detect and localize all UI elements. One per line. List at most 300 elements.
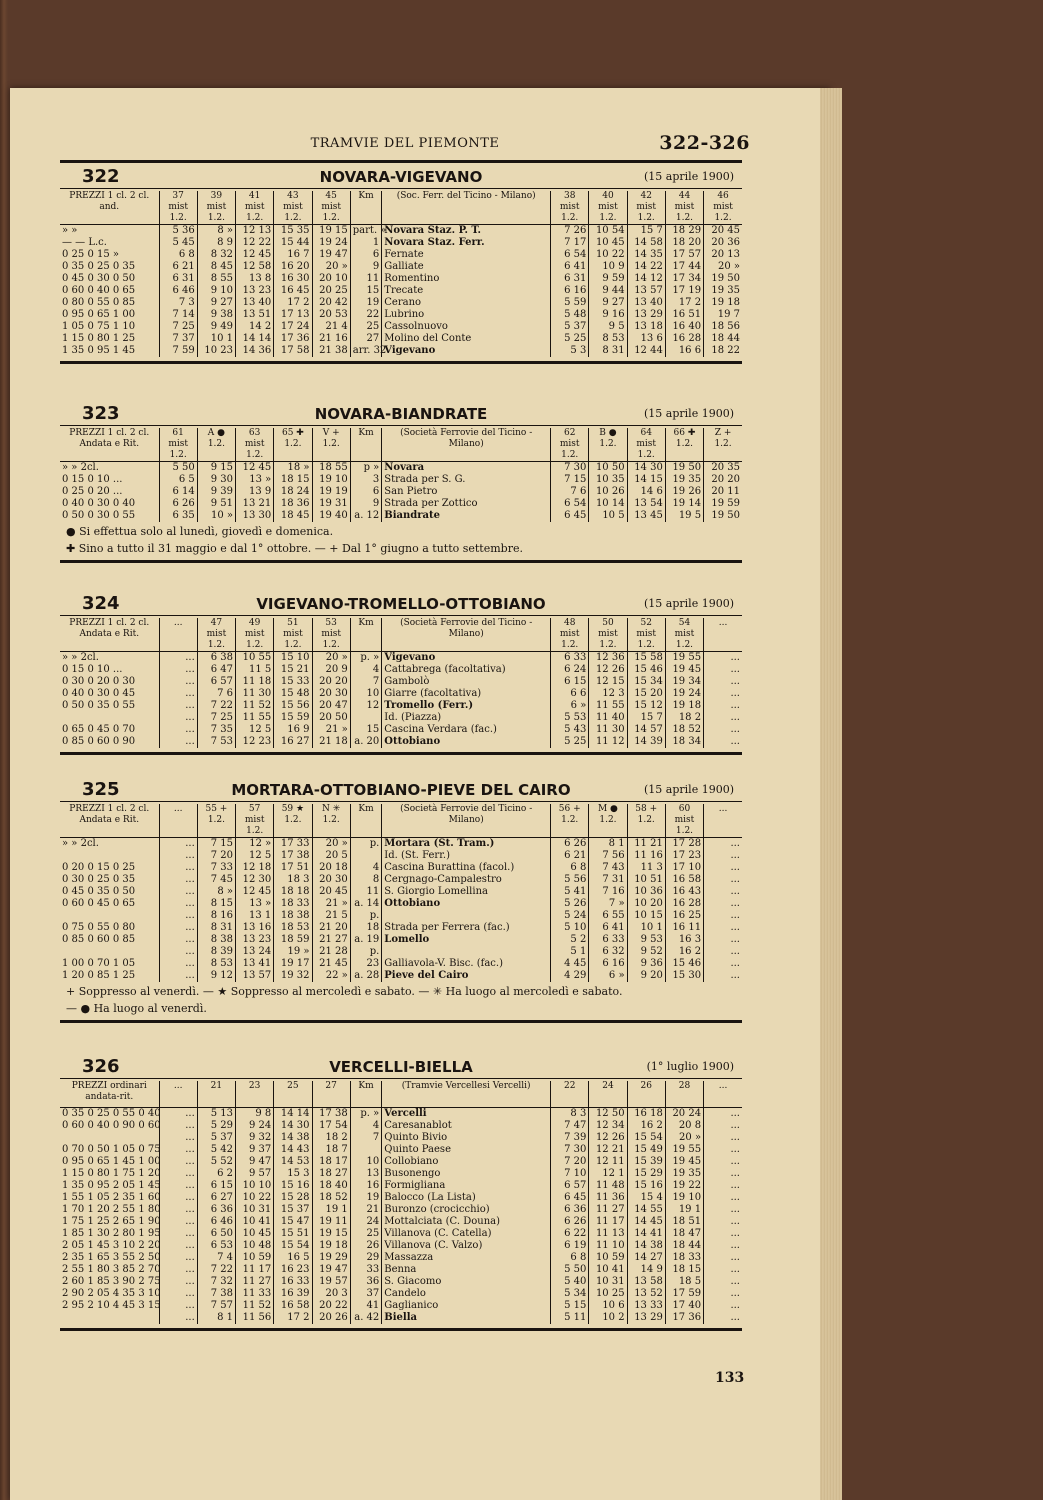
- time-cell: 19 5: [665, 510, 703, 522]
- time-cell: 18 15: [665, 1264, 703, 1276]
- time-cell: 12 26: [589, 1132, 627, 1144]
- km-cell: 12: [350, 700, 382, 712]
- time-cell: 6 26: [551, 1216, 589, 1228]
- time-cell: 7 15: [551, 474, 589, 486]
- time-cell: ...: [159, 970, 197, 982]
- time-cell: ...: [704, 688, 742, 700]
- column-header: 41 mist 1.2.: [236, 191, 274, 225]
- table-row: [60, 652, 742, 665]
- time-cell: 17 44: [665, 261, 703, 273]
- time-cell: 19 34: [665, 676, 703, 688]
- time-cell: 14 38: [627, 1240, 665, 1252]
- time-cell: 6 33: [589, 934, 627, 946]
- time-cell: 7 10: [551, 1168, 589, 1180]
- table-row: [60, 1312, 742, 1324]
- time-cell: 9 16: [589, 309, 627, 321]
- price-cell: 0 95 0 65 1 00: [62, 309, 136, 320]
- time-cell: 6 36: [551, 1204, 589, 1216]
- time-cell: 8 39: [197, 946, 235, 958]
- time-cell: 9 36: [627, 958, 665, 970]
- time-cell: 19 18: [704, 297, 742, 309]
- time-cell: 10 41: [589, 1264, 627, 1276]
- time-cell: 5 48: [551, 309, 589, 321]
- time-cell: 18 47: [665, 1228, 703, 1240]
- time-cell: 15 20: [627, 688, 665, 700]
- column-header: Km: [350, 191, 382, 225]
- time-cell: 6 22: [551, 1228, 589, 1240]
- time-cell: 14 9: [627, 1264, 665, 1276]
- time-cell: 7 22: [197, 1264, 235, 1276]
- price-cell: 0 85 0 60 0 90: [62, 736, 136, 747]
- time-cell: ...: [704, 1216, 742, 1228]
- table-row: [60, 333, 742, 345]
- price-cell: 0 60 0 40 0 90 0 60: [62, 1120, 161, 1131]
- time-cell: ...: [159, 838, 197, 851]
- time-cell: 20 »: [665, 1132, 703, 1144]
- time-cell: 17 36: [665, 1312, 703, 1324]
- section-rule: [60, 1328, 742, 1331]
- time-cell: 10 59: [589, 1252, 627, 1264]
- price-cell: 0 60 0 45 0 65: [62, 898, 136, 909]
- time-cell: 10 15: [627, 910, 665, 922]
- station-name: Id. (St. Ferr.): [382, 850, 551, 862]
- column-header: 49 mist 1.2.: [236, 618, 274, 652]
- station-name: S. Giorgio Lomellina: [382, 886, 551, 898]
- time-cell: 12 45: [236, 249, 274, 261]
- time-cell: 10 54: [589, 225, 627, 238]
- station-name: Gambolò: [382, 676, 551, 688]
- time-cell: 9 20: [627, 970, 665, 982]
- time-cell: 15 48: [274, 688, 312, 700]
- time-cell: 16 33: [274, 1276, 312, 1288]
- column-header: 57 mist 1.2.: [236, 804, 274, 838]
- time-cell: ...: [704, 1300, 742, 1312]
- station-name: Galliate: [382, 261, 551, 273]
- price-cell: 0 60 0 40 0 65: [62, 285, 136, 296]
- time-cell: 15 16: [627, 1180, 665, 1192]
- section-header: [60, 403, 742, 426]
- time-cell: 14 14: [274, 1108, 312, 1121]
- time-cell: 13 45: [627, 510, 665, 522]
- time-cell: 6 8: [551, 1252, 589, 1264]
- time-cell: 13 52: [627, 1288, 665, 1300]
- time-cell: 6 15: [197, 1180, 235, 1192]
- time-cell: 18 18: [274, 886, 312, 898]
- time-cell: 19 35: [665, 474, 703, 486]
- time-cell: 10 31: [236, 1204, 274, 1216]
- time-cell: 17 19: [665, 285, 703, 297]
- time-cell: ...: [159, 958, 197, 970]
- running-header: [60, 134, 750, 156]
- section-date: (15 aprile 1900): [644, 783, 734, 796]
- time-cell: 10 51: [627, 874, 665, 886]
- km-cell: 13: [350, 1168, 382, 1180]
- time-cell: 7 »: [589, 898, 627, 910]
- time-cell: 14 57: [627, 724, 665, 736]
- price-cell: 2 90 2 05 4 35 3 10: [62, 1288, 161, 1299]
- time-cell: 13 8: [236, 273, 274, 285]
- km-cell: 37: [350, 1288, 382, 1300]
- time-cell: 4 29: [551, 970, 589, 982]
- price-cell: 0 35 0 25 0 55 0 40: [62, 1108, 161, 1119]
- station-name: Candelo: [382, 1288, 551, 1300]
- time-cell: ...: [159, 1144, 197, 1156]
- km-cell: 1: [350, 237, 382, 249]
- table-row: [60, 1228, 742, 1240]
- section-rule: [60, 361, 742, 364]
- time-cell: 18 36: [274, 498, 312, 510]
- section-title: VIGEVANO-TROMELLO-OTTOBIANO: [256, 595, 546, 613]
- time-cell: 15 28: [274, 1192, 312, 1204]
- time-cell: 20 42: [312, 297, 350, 309]
- time-cell: 8 »: [197, 225, 235, 238]
- column-header: 37 mist 1.2.: [159, 191, 197, 225]
- time-cell: 18 40: [312, 1180, 350, 1192]
- price-cell: 0 50 0 30 0 55: [62, 510, 136, 521]
- price-cell: 2 60 1 85 3 90 2 75: [62, 1276, 161, 1287]
- time-cell: 18 3: [274, 874, 312, 886]
- time-cell: ...: [159, 1204, 197, 1216]
- time-cell: 13 6: [627, 333, 665, 345]
- time-cell: 7 37: [159, 333, 197, 345]
- time-cell: 6 46: [197, 1216, 235, 1228]
- time-cell: 14 2: [236, 321, 274, 333]
- station-name: Giarre (facoltativa): [382, 688, 551, 700]
- time-cell: 17 58: [274, 345, 312, 357]
- table-row: [60, 862, 742, 874]
- station-name: Cascina Burattina (facol.): [382, 862, 551, 874]
- time-cell: 11 13: [589, 1228, 627, 1240]
- time-cell: 22 »: [312, 970, 350, 982]
- table-row: [60, 261, 742, 273]
- time-cell: 20 20: [312, 676, 350, 688]
- price-cell: [60, 1312, 159, 1324]
- time-cell: 14 30: [274, 1120, 312, 1132]
- time-cell: 7 33: [197, 862, 235, 874]
- section-date: (15 aprile 1900): [644, 407, 734, 420]
- table-row: [60, 1252, 742, 1264]
- time-cell: 17 54: [312, 1120, 350, 1132]
- time-cell: ...: [159, 946, 197, 958]
- column-header: N ✳ 1.2.: [312, 804, 350, 838]
- time-cell: ...: [704, 664, 742, 676]
- km-cell: 15: [350, 285, 382, 297]
- time-cell: 7 53: [197, 736, 235, 748]
- time-cell: ...: [159, 1216, 197, 1228]
- timetable-326: [60, 1056, 742, 1331]
- time-cell: 7 59: [159, 345, 197, 357]
- time-cell: 6 54: [551, 498, 589, 510]
- km-cell: 11: [350, 886, 382, 898]
- time-cell: 20 5: [312, 850, 350, 862]
- price-cell: 1 15 0 80 1 25: [62, 333, 136, 344]
- time-cell: 10 »: [197, 510, 235, 522]
- km-cell: p.: [350, 838, 382, 851]
- section-header: [60, 1056, 742, 1079]
- table-row: [60, 474, 742, 486]
- station-name: Strada per Zottico: [382, 498, 551, 510]
- time-cell: 19 47: [312, 249, 350, 261]
- timetable-324: [60, 593, 742, 755]
- time-cell: 10 41: [236, 1216, 274, 1228]
- time-cell: 7 15: [197, 838, 235, 851]
- price-cell: [60, 946, 159, 958]
- price-cell: 2 35 1 65 3 55 2 50: [62, 1252, 161, 1263]
- station-name: Vercelli: [382, 1108, 551, 1121]
- price-cell: 0 75 0 55 0 80: [62, 922, 136, 933]
- station-name: Lomello: [382, 934, 551, 946]
- time-cell: 6 31: [159, 273, 197, 285]
- time-cell: 16 6: [665, 345, 703, 357]
- time-cell: 5 3: [551, 345, 589, 357]
- time-cell: 14 35: [627, 249, 665, 261]
- table-row: [60, 1156, 742, 1168]
- table-row: [60, 676, 742, 688]
- column-header: 54 mist 1.2.: [665, 618, 703, 652]
- time-cell: 10 9: [589, 261, 627, 273]
- time-cell: 6 41: [551, 261, 589, 273]
- time-cell: 10 48: [236, 1240, 274, 1252]
- time-cell: 11 18: [236, 676, 274, 688]
- time-cell: 10 6: [589, 1300, 627, 1312]
- time-cell: 17 13: [274, 309, 312, 321]
- time-cell: 6 16: [551, 285, 589, 297]
- time-cell: 5 36: [159, 225, 197, 238]
- time-cell: 18 51: [665, 1216, 703, 1228]
- column-header: 28: [665, 1081, 703, 1108]
- column-header: 43 mist 1.2.: [274, 191, 312, 225]
- time-cell: 13 23: [236, 934, 274, 946]
- time-cell: ...: [159, 898, 197, 910]
- station-name: Ottobiano: [382, 898, 551, 910]
- time-cell: 16 27: [274, 736, 312, 748]
- price-cell: [60, 712, 159, 724]
- time-cell: 12 11: [589, 1156, 627, 1168]
- table-row: [60, 237, 742, 249]
- time-cell: 16 58: [665, 874, 703, 886]
- time-cell: 6 54: [551, 249, 589, 261]
- time-cell: ...: [159, 1312, 197, 1324]
- time-cell: 5 29: [197, 1120, 235, 1132]
- table-row: [60, 273, 742, 285]
- time-cell: 20 30: [312, 688, 350, 700]
- time-cell: 8 »: [197, 886, 235, 898]
- column-header: V + 1.2.: [312, 428, 350, 462]
- station-name: Lubrino: [382, 309, 551, 321]
- station-name: Vigevano: [382, 652, 551, 665]
- table-row: [60, 838, 742, 851]
- time-cell: 12 26: [589, 664, 627, 676]
- time-cell: 4 45: [551, 958, 589, 970]
- column-header: 26: [627, 1081, 665, 1108]
- section-number: 322: [82, 166, 120, 187]
- time-cell: 20 »: [312, 652, 350, 665]
- table-row: [60, 309, 742, 321]
- column-header: ...: [159, 618, 197, 652]
- time-cell: 5 11: [551, 1312, 589, 1324]
- time-cell: 7 17: [551, 237, 589, 249]
- time-cell: 10 1: [197, 333, 235, 345]
- table-row: [60, 934, 742, 946]
- column-header: 23: [236, 1081, 274, 1108]
- time-cell: 12 50: [589, 1108, 627, 1121]
- time-cell: 13 18: [627, 321, 665, 333]
- time-cell: ...: [704, 712, 742, 724]
- time-cell: 10 55: [236, 652, 274, 665]
- time-cell: 18 2: [312, 1132, 350, 1144]
- price-cell: 1 75 1 25 2 65 1 90: [62, 1216, 161, 1227]
- time-cell: ...: [159, 700, 197, 712]
- time-cell: ...: [704, 1156, 742, 1168]
- time-cell: 19 31: [312, 498, 350, 510]
- time-cell: 6 57: [551, 1180, 589, 1192]
- time-cell: 5 50: [159, 462, 197, 475]
- time-cell: ...: [704, 850, 742, 862]
- km-cell: a. 12: [350, 510, 382, 522]
- time-cell: 6 45: [551, 1192, 589, 1204]
- time-cell: ...: [704, 1240, 742, 1252]
- price-cell: 1 35 0 95 1 45: [62, 345, 136, 356]
- time-cell: 15 10: [274, 652, 312, 665]
- time-cell: 20 9: [312, 664, 350, 676]
- column-header: 62 mist 1.2.: [551, 428, 589, 462]
- price-cell: 0 45 0 30 0 50: [62, 273, 136, 284]
- table-row: [60, 462, 742, 475]
- time-cell: 19 18: [312, 1240, 350, 1252]
- table-row: [60, 700, 742, 712]
- time-cell: 21 5: [312, 910, 350, 922]
- time-cell: 12 13: [236, 225, 274, 238]
- time-cell: 10 45: [236, 1228, 274, 1240]
- time-cell: 6 53: [197, 1240, 235, 1252]
- station-name: Quinto Paese: [382, 1144, 551, 1156]
- time-cell: ...: [159, 862, 197, 874]
- time-cell: 12 15: [589, 676, 627, 688]
- km-cell: 18: [350, 922, 382, 934]
- table-row: [60, 249, 742, 261]
- time-cell: 18 24: [274, 486, 312, 498]
- time-cell: ...: [704, 700, 742, 712]
- price-cell: 0 70 0 50 1 05 0 75: [62, 1144, 161, 1155]
- time-cell: 6 55: [589, 910, 627, 922]
- column-header: Km: [350, 428, 382, 462]
- time-cell: 9 5: [589, 321, 627, 333]
- price-cell: 0 20 0 15 0 25: [62, 862, 136, 873]
- column-header: 22: [551, 1081, 589, 1108]
- time-cell: 17 34: [665, 273, 703, 285]
- column-header: ...: [704, 804, 742, 838]
- time-cell: 17 2: [274, 297, 312, 309]
- time-cell: 18 56: [704, 321, 742, 333]
- timetable-grid: [60, 191, 742, 357]
- time-cell: 19 22: [665, 1180, 703, 1192]
- column-header: 46 mist 1.2.: [704, 191, 742, 225]
- prices-header: PREZZI ordinari andata-rit.: [60, 1081, 159, 1108]
- time-cell: 18 2: [665, 712, 703, 724]
- station-name: Cergnago-Campalestro: [382, 874, 551, 886]
- time-cell: 8 53: [589, 333, 627, 345]
- station-name: Id. (Piazza): [382, 712, 551, 724]
- company-header: (Soc. Ferr. del Ticino - Milano): [382, 191, 551, 225]
- station-name: Caresanablot: [382, 1120, 551, 1132]
- time-cell: 12 »: [236, 838, 274, 851]
- time-cell: 13 57: [236, 970, 274, 982]
- header-rule: [60, 160, 742, 163]
- station-name: Benna: [382, 1264, 551, 1276]
- time-cell: ...: [159, 1264, 197, 1276]
- timetable-grid: [60, 618, 742, 748]
- table-row: [60, 958, 742, 970]
- company-header: (Società Ferrovie del Ticino - Milano): [382, 804, 551, 838]
- time-cell: 7 39: [551, 1132, 589, 1144]
- time-cell: 15 4: [627, 1192, 665, 1204]
- table-row: [60, 1264, 742, 1276]
- time-cell: 17 23: [665, 850, 703, 862]
- station-name: Quinto Bivio: [382, 1132, 551, 1144]
- time-cell: 9 27: [197, 297, 235, 309]
- table-row: [60, 724, 742, 736]
- column-header: 64 mist 1.2.: [627, 428, 665, 462]
- time-cell: ...: [159, 1228, 197, 1240]
- station-name: Cascina Verdara (fac.): [382, 724, 551, 736]
- column-header: 24: [589, 1081, 627, 1108]
- time-cell: 19 10: [312, 474, 350, 486]
- time-cell: 6 36: [197, 1204, 235, 1216]
- time-cell: 6 21: [159, 261, 197, 273]
- time-cell: 16 43: [665, 886, 703, 898]
- time-cell: ...: [704, 886, 742, 898]
- time-cell: 10 10: [236, 1180, 274, 1192]
- time-cell: 15 7: [627, 712, 665, 724]
- time-cell: 17 59: [665, 1288, 703, 1300]
- station-name: [382, 910, 551, 922]
- km-cell: a. 14: [350, 898, 382, 910]
- time-cell: 5 41: [551, 886, 589, 898]
- time-cell: 7 26: [551, 225, 589, 238]
- time-cell: 16 2: [665, 946, 703, 958]
- price-cell: 1 20 0 85 1 25: [62, 970, 136, 981]
- table-row: [60, 1192, 742, 1204]
- time-cell: 13 29: [627, 309, 665, 321]
- station-name: Biella: [382, 1312, 551, 1324]
- column-header: 52 mist 1.2.: [627, 618, 665, 652]
- time-cell: ...: [704, 922, 742, 934]
- time-cell: 5 37: [197, 1132, 235, 1144]
- time-cell: 9 49: [197, 321, 235, 333]
- time-cell: ...: [704, 970, 742, 982]
- time-cell: 21 »: [312, 898, 350, 910]
- time-cell: 21 »: [312, 724, 350, 736]
- price-cell: 2 55 1 80 3 85 2 70: [62, 1264, 161, 1275]
- time-cell: 15 30: [665, 970, 703, 982]
- km-cell: 23: [350, 958, 382, 970]
- price-cell: 1 15 0 80 1 75 1 20: [62, 1168, 161, 1179]
- time-cell: 11 16: [627, 850, 665, 862]
- station-name: Formigliana: [382, 1180, 551, 1192]
- time-cell: 7 25: [197, 712, 235, 724]
- timetable-323: [60, 403, 742, 563]
- time-cell: 15 49: [627, 1144, 665, 1156]
- station-name: Romentino: [382, 273, 551, 285]
- station-name: Cassolnuovo: [382, 321, 551, 333]
- station-name: Tromello (Ferr.): [382, 700, 551, 712]
- km-cell: 6: [350, 486, 382, 498]
- time-cell: ...: [704, 724, 742, 736]
- price-cell: 0 40 0 30 0 40: [62, 498, 136, 509]
- time-cell: 14 36: [236, 345, 274, 357]
- time-cell: 19 24: [312, 237, 350, 249]
- table-row: [60, 345, 742, 357]
